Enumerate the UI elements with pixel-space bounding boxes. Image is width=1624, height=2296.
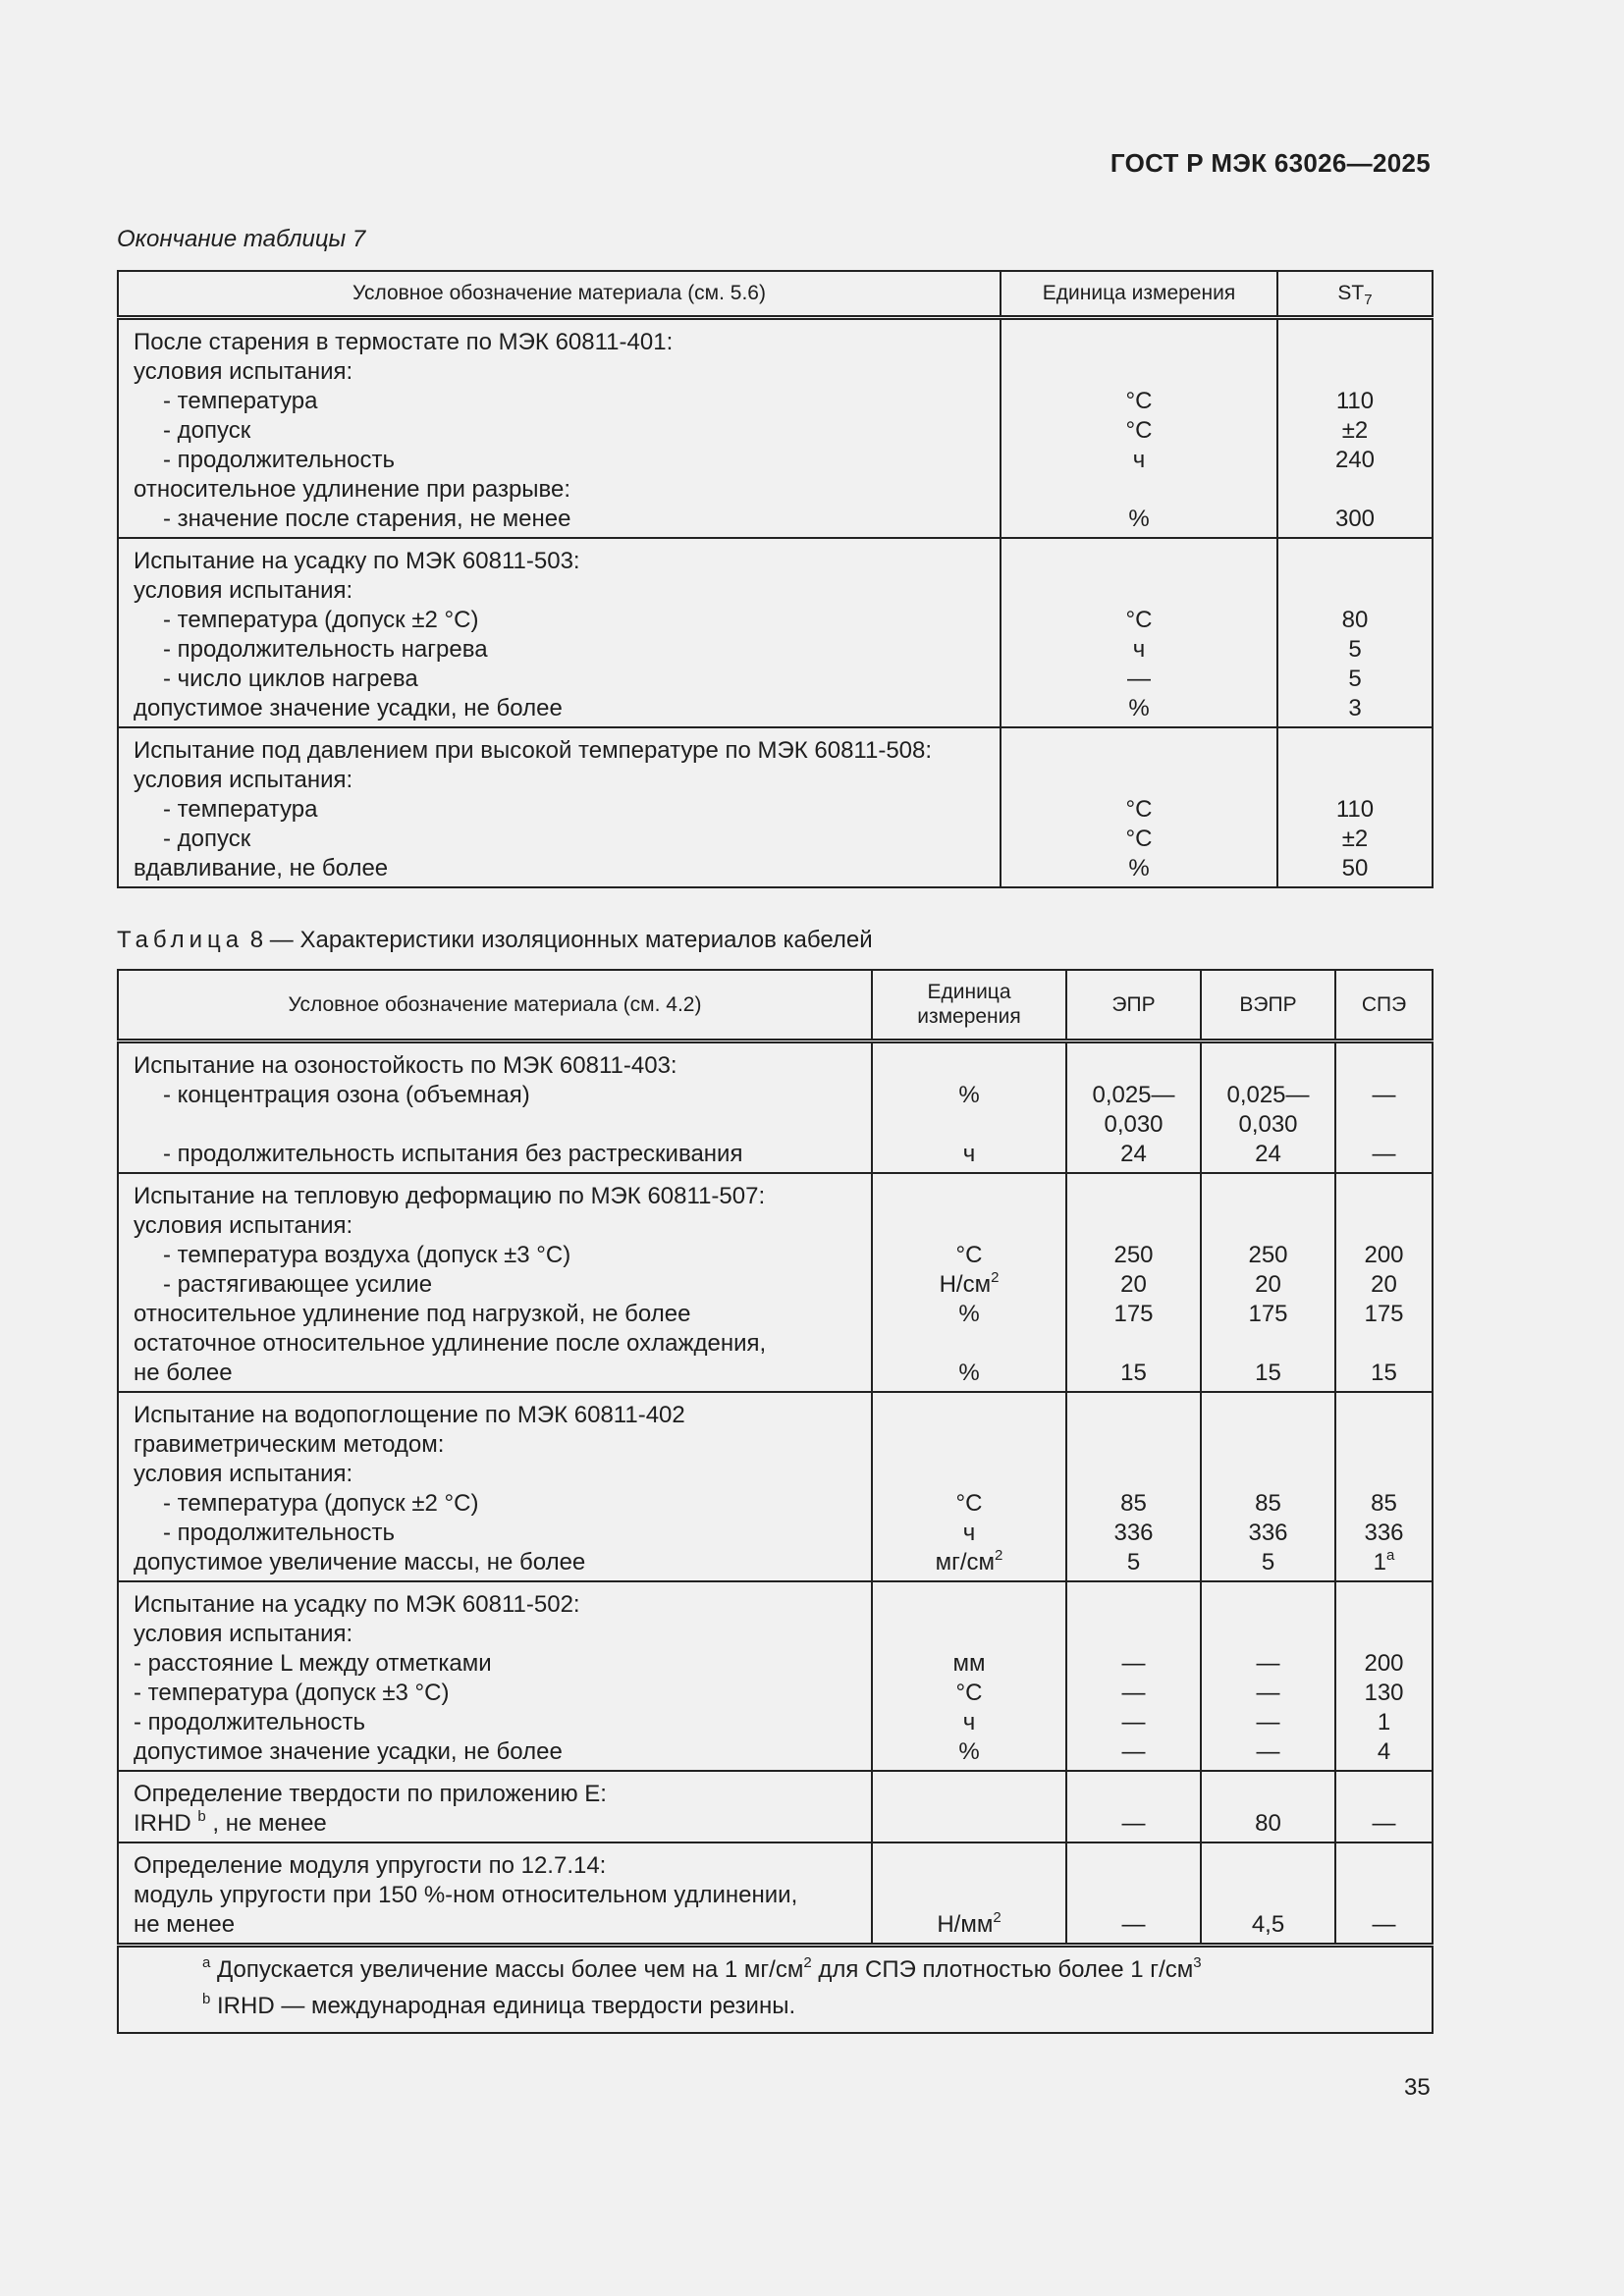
page-number: 35 <box>1404 2074 1431 2101</box>
line-value <box>1067 1851 1200 1881</box>
line-text: не более <box>134 1359 233 1386</box>
line-text: вдавливание, не более <box>134 854 389 881</box>
line-unit <box>1001 357 1276 387</box>
line-value <box>1202 1430 1334 1460</box>
row-description <box>118 1842 872 1946</box>
line-value: 80 <box>1255 1809 1281 1837</box>
row-value-spe <box>1335 1041 1433 1173</box>
line-text: допустимое увеличение массы, не более <box>134 1548 586 1575</box>
line-text: не менее <box>134 1910 236 1938</box>
line-value: — <box>1256 1708 1280 1735</box>
line-value: — <box>1256 1649 1280 1677</box>
line-value: 24 <box>1255 1140 1281 1167</box>
line-value: 20 <box>1120 1270 1147 1298</box>
row-value-epr <box>1066 1392 1201 1581</box>
header-unit: Единица измерения <box>1001 271 1277 317</box>
line-value: 20 <box>1371 1270 1397 1298</box>
row-value-epr <box>1066 1842 1201 1946</box>
line-value <box>1202 1401 1334 1430</box>
header-material: Условное обозначение материала (см. 4.2) <box>118 970 872 1041</box>
row-unit <box>1001 317 1277 538</box>
line-unit <box>1001 475 1276 505</box>
line-value: 250 <box>1248 1241 1288 1268</box>
line-value: 0,030 <box>1238 1110 1298 1138</box>
line-value: — <box>1372 1809 1396 1837</box>
line-text: - число циклов нагрева <box>163 665 418 692</box>
table8-footnotes <box>118 1945 1433 2033</box>
row-value-vepr <box>1201 1771 1335 1842</box>
line-value <box>1336 1881 1432 1910</box>
header-epr: ЭПР <box>1066 970 1201 1041</box>
line-value <box>1067 1430 1200 1460</box>
line-value: 250 <box>1113 1241 1154 1268</box>
line-text: - значение после старения, не менее <box>163 505 571 532</box>
line-value: — <box>1121 1809 1146 1837</box>
line-text: - температура <box>163 795 318 823</box>
line-value: 15 <box>1120 1359 1147 1386</box>
line-value <box>1067 1401 1200 1430</box>
row-unit <box>872 1392 1066 1581</box>
line-text: допустимое значение усадки, не более <box>134 694 563 721</box>
row-unit <box>1001 727 1277 887</box>
line-value: — <box>1121 1649 1146 1677</box>
row-unit <box>872 1581 1066 1771</box>
header-vepr: ВЭПР <box>1201 970 1335 1041</box>
line-text: условия испытания: <box>134 357 353 385</box>
table-row <box>118 1392 1433 1581</box>
table-row <box>118 1842 1433 1946</box>
line-value: 130 <box>1364 1679 1404 1706</box>
line-value <box>1278 766 1432 795</box>
line-value: — <box>1121 1737 1146 1765</box>
line-value <box>1336 1590 1432 1620</box>
table-row <box>118 1771 1433 1842</box>
line-value: 0,030 <box>1104 1110 1164 1138</box>
line-text: - температура воздуха (допуск ±3 °C) <box>163 1241 571 1268</box>
line-unit <box>873 1329 1065 1359</box>
line-value: 50 <box>1341 854 1369 881</box>
line-value: 200 <box>1364 1649 1404 1677</box>
line-text: Испытание на усадку по МЭК 60811-503: <box>134 547 580 574</box>
row-value-epr <box>1066 1173 1201 1392</box>
line-value: 15 <box>1255 1359 1281 1386</box>
line-value: — <box>1372 1910 1396 1938</box>
row-value-st7 <box>1277 317 1433 538</box>
line-text: гравиметрическим методом: <box>134 1430 445 1458</box>
line-value: — <box>1372 1140 1396 1167</box>
line-unit: % <box>958 1359 980 1386</box>
line-text: относительное удлинение под нагрузкой, не более <box>134 1300 691 1327</box>
line-value <box>1067 1182 1200 1211</box>
line-text: допустимое значение усадки, не более <box>134 1737 563 1765</box>
line-text: - продолжительность нагрева <box>163 635 488 663</box>
line-value: 336 <box>1248 1519 1288 1546</box>
line-value: ±2 <box>1341 825 1369 852</box>
table8-caption: Таблица 8 — Характеристики изоляционных материалов кабелей <box>117 927 873 953</box>
line-text: условия испытания: <box>134 1460 353 1487</box>
line-text: условия испытания: <box>134 576 353 604</box>
line-unit <box>873 1051 1065 1081</box>
line-unit <box>873 1881 1065 1910</box>
line-value <box>1067 1051 1200 1081</box>
line-value: 175 <box>1248 1300 1288 1327</box>
row-unit <box>872 1771 1066 1842</box>
line-unit: ч <box>1132 446 1146 473</box>
line-value: — <box>1121 1679 1146 1706</box>
line-value: 175 <box>1364 1300 1404 1327</box>
line-value: 0,025— <box>1092 1081 1175 1108</box>
row-value-spe <box>1335 1173 1433 1392</box>
line-unit <box>1001 576 1276 606</box>
row-value-spe <box>1335 1581 1433 1771</box>
line-value: — <box>1256 1679 1280 1706</box>
line-text: - продолжительность испытания без растрескивания <box>163 1140 743 1167</box>
line-value <box>1067 1881 1200 1910</box>
line-value: 5 <box>1261 1548 1275 1575</box>
line-unit: % <box>958 1737 980 1765</box>
line-value: — <box>1121 1910 1146 1938</box>
line-unit: $Н/мм^2$ <box>937 1908 1001 1938</box>
line-value: 240 <box>1334 446 1376 473</box>
row-description <box>118 1392 872 1581</box>
line-value: 336 <box>1364 1519 1404 1546</box>
line-value <box>1278 475 1432 505</box>
line-unit <box>873 1620 1065 1649</box>
line-text: Определение твердости по приложению Е: <box>134 1780 607 1807</box>
line-unit: $Н/см^2$ <box>939 1268 1000 1298</box>
row-description <box>118 1173 872 1392</box>
line-unit: °C <box>955 1489 983 1517</box>
line-value: 20 <box>1255 1270 1281 1298</box>
line-value: — <box>1372 1081 1396 1108</box>
table-7 <box>117 270 1434 888</box>
line-unit <box>873 1460 1065 1489</box>
line-unit <box>873 1211 1065 1241</box>
line-text: условия испытания: <box>134 766 353 793</box>
line-value <box>1202 1460 1334 1489</box>
line-value <box>1336 1460 1432 1489</box>
line-value <box>1067 1211 1200 1241</box>
line-text: - температура (допуск ±3 °C) <box>134 1679 450 1706</box>
line-text: После старения в термостате по МЭК 60811-401: <box>134 328 674 355</box>
line-unit <box>1001 736 1276 766</box>
header-material: Условное обозначение материала (см. 5.6) <box>118 271 1001 317</box>
line-value: 5 <box>1348 665 1362 692</box>
line-value <box>1278 576 1432 606</box>
line-value: 1$^a$ <box>1373 1546 1395 1575</box>
table-row <box>118 1173 1433 1392</box>
line-unit: °C <box>1125 606 1153 633</box>
footnote-b: $^b$ IRHD — международная единица твердости резины. <box>202 1990 796 2019</box>
line-text: Испытание на водопоглощение по МЭК 60811-402 <box>134 1401 685 1428</box>
line-value <box>1202 1590 1334 1620</box>
row-value-vepr <box>1201 1581 1335 1771</box>
line-value: 300 <box>1334 505 1376 532</box>
line-value <box>1336 1401 1432 1430</box>
line-unit <box>873 1590 1065 1620</box>
line-unit <box>873 1851 1065 1881</box>
table-8 <box>117 969 1434 2034</box>
line-unit: % <box>1128 854 1150 881</box>
line-text: Испытание под давлением при высокой температуре по МЭК 60811-508: <box>134 736 933 764</box>
line-unit: °C <box>1125 825 1153 852</box>
line-text: - допуск <box>163 825 251 852</box>
row-value-st7 <box>1277 538 1433 727</box>
line-unit: мм <box>952 1649 986 1677</box>
line-text: - температура (допуск ±2 °C) <box>163 1489 479 1517</box>
line-unit: °C <box>955 1679 983 1706</box>
line-text: - продолжительность <box>134 1708 365 1735</box>
row-value-st7 <box>1277 727 1433 887</box>
line-unit: °C <box>1125 795 1153 823</box>
row-value-epr <box>1066 1581 1201 1771</box>
line-unit <box>873 1780 1065 1809</box>
line-value <box>1336 1211 1432 1241</box>
line-value: 4 <box>1377 1737 1391 1765</box>
line-value <box>1202 1620 1334 1649</box>
line-value: 15 <box>1371 1359 1397 1386</box>
line-unit: ч <box>962 1519 976 1546</box>
header-unit: Единица измерения <box>872 970 1066 1041</box>
line-value <box>1202 1329 1334 1359</box>
line-text: IRHD $^b$ , не менее <box>134 1807 327 1837</box>
line-unit: % <box>1128 694 1150 721</box>
line-value <box>1278 736 1432 766</box>
line-unit <box>873 1430 1065 1460</box>
row-unit <box>1001 538 1277 727</box>
line-value <box>1202 1211 1334 1241</box>
line-unit: — <box>1127 665 1151 692</box>
line-unit: °C <box>955 1241 983 1268</box>
line-value <box>1202 1780 1334 1809</box>
line-text: - концентрация озона (объемная) <box>163 1081 530 1108</box>
line-unit <box>1001 547 1276 576</box>
line-value <box>1202 1851 1334 1881</box>
line-text: остаточное относительное удлинение после охлаждения, <box>134 1329 767 1357</box>
line-value: 200 <box>1364 1241 1404 1268</box>
row-value-epr <box>1066 1771 1201 1842</box>
row-description <box>118 317 1001 538</box>
line-value: 5 <box>1348 635 1362 663</box>
line-value: 80 <box>1341 606 1369 633</box>
row-value-vepr <box>1201 1041 1335 1173</box>
line-value: 110 <box>1335 387 1375 414</box>
line-unit: °C <box>1125 416 1153 444</box>
row-description <box>118 1581 872 1771</box>
line-value <box>1067 1590 1200 1620</box>
line-value <box>1278 547 1432 576</box>
line-unit: ч <box>962 1140 976 1167</box>
line-text: Определение модуля упругости по 12.7.14: <box>134 1851 607 1879</box>
line-value <box>1336 1051 1432 1081</box>
table-row <box>118 1041 1433 1173</box>
line-text <box>134 1110 861 1140</box>
footnote-a: $^a$ Допускается увеличение массы более чем на 1 $мг/см^2$ для СПЭ плотностью более 1 $г/см^3$ <box>202 1953 1202 1983</box>
line-value: 1 <box>1377 1708 1391 1735</box>
header-spe: СПЭ <box>1335 970 1433 1041</box>
line-value <box>1278 328 1432 357</box>
row-description <box>118 1041 872 1173</box>
line-unit <box>873 1401 1065 1430</box>
line-value <box>1336 1430 1432 1460</box>
table-row <box>118 727 1433 887</box>
line-unit: % <box>958 1081 980 1108</box>
line-value: 85 <box>1371 1489 1397 1517</box>
line-value: 4,5 <box>1251 1910 1285 1938</box>
standard-header: ГОСТ Р МЭК 63026—2025 <box>1110 148 1431 178</box>
line-unit: % <box>958 1300 980 1327</box>
line-unit: $мг/см^2$ <box>935 1546 1003 1575</box>
table-row <box>118 317 1433 538</box>
line-value <box>1202 1182 1334 1211</box>
line-value <box>1336 1110 1432 1140</box>
line-value: ±2 <box>1341 416 1369 444</box>
line-value: 85 <box>1120 1489 1147 1517</box>
line-value <box>1336 1780 1432 1809</box>
row-unit <box>872 1173 1066 1392</box>
line-value <box>1067 1460 1200 1489</box>
line-value <box>1067 1620 1200 1649</box>
line-value <box>1202 1051 1334 1081</box>
line-text: Испытание на озоностойкость по МЭК 60811-403: <box>134 1051 677 1079</box>
line-value <box>1067 1780 1200 1809</box>
row-value-vepr <box>1201 1173 1335 1392</box>
line-text: Испытание на тепловую деформацию по МЭК 60811-507: <box>134 1182 766 1209</box>
row-value-vepr <box>1201 1392 1335 1581</box>
line-value <box>1278 357 1432 387</box>
line-value: 110 <box>1335 795 1375 823</box>
row-value-spe <box>1335 1392 1433 1581</box>
line-value: 175 <box>1113 1300 1154 1327</box>
line-unit <box>1001 328 1276 357</box>
row-unit <box>872 1842 1066 1946</box>
line-unit <box>873 1110 1065 1140</box>
row-value-epr <box>1066 1041 1201 1173</box>
line-text: относительное удлинение при разрыве: <box>134 475 571 503</box>
line-value: 336 <box>1113 1519 1154 1546</box>
line-value <box>1067 1329 1200 1359</box>
line-value <box>1336 1620 1432 1649</box>
row-value-spe <box>1335 1771 1433 1842</box>
header-st7: $ST_7$ <box>1277 271 1433 317</box>
line-text: - расстояние L между отметками <box>134 1649 492 1677</box>
row-description <box>118 538 1001 727</box>
table-row <box>118 538 1433 727</box>
line-value: — <box>1121 1708 1146 1735</box>
row-unit <box>872 1041 1066 1173</box>
table-row <box>118 1581 1433 1771</box>
line-unit: % <box>1128 505 1150 532</box>
row-value-vepr <box>1201 1842 1335 1946</box>
line-unit <box>873 1182 1065 1211</box>
line-value: 5 <box>1126 1548 1141 1575</box>
row-description <box>118 1771 872 1842</box>
line-unit <box>873 1809 1065 1839</box>
line-value: 0,025— <box>1226 1081 1310 1108</box>
line-value: — <box>1256 1737 1280 1765</box>
line-unit: °C <box>1125 387 1153 414</box>
line-unit: ч <box>962 1708 976 1735</box>
line-value: 24 <box>1120 1140 1147 1167</box>
line-value <box>1336 1851 1432 1881</box>
line-unit: ч <box>1132 635 1146 663</box>
line-text: условия испытания: <box>134 1620 353 1647</box>
line-text: - допуск <box>163 416 251 444</box>
line-text: - растягивающее усилие <box>163 1270 433 1298</box>
line-unit <box>1001 766 1276 795</box>
line-value <box>1336 1329 1432 1359</box>
line-text: Испытание на усадку по МЭК 60811-502: <box>134 1590 580 1618</box>
table7-continuation-caption: Окончание таблицы 7 <box>117 226 366 252</box>
line-value: 85 <box>1255 1489 1281 1517</box>
line-text: - продолжительность <box>163 446 395 473</box>
line-value <box>1336 1182 1432 1211</box>
line-text: условия испытания: <box>134 1211 353 1239</box>
row-value-spe <box>1335 1842 1433 1946</box>
line-text: - температура <box>163 387 318 414</box>
line-value <box>1202 1881 1334 1910</box>
line-text: - температура (допуск ±2 °C) <box>163 606 479 633</box>
line-value: 3 <box>1348 694 1362 721</box>
line-text: модуль упругости при 150 %-ном относительном удлинении, <box>134 1881 798 1908</box>
row-description <box>118 727 1001 887</box>
line-text: - продолжительность <box>163 1519 395 1546</box>
